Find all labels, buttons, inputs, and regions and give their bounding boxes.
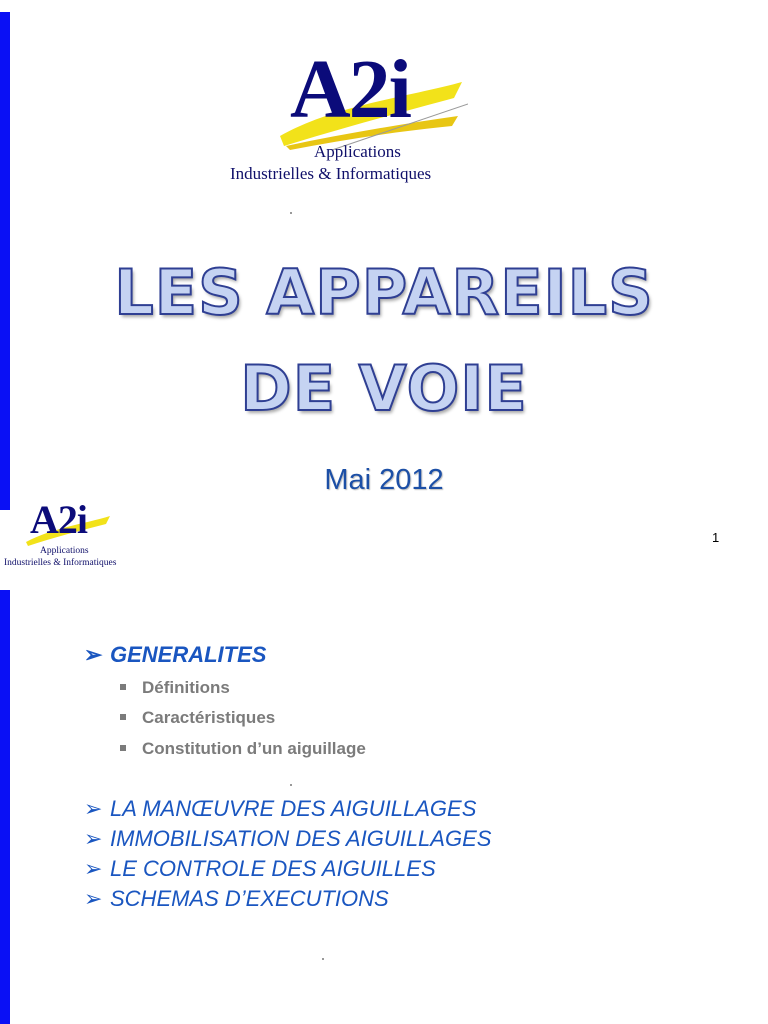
logo-subtitle-line2: Industrielles & Informatiques (4, 558, 117, 568)
agenda-item-label: LE CONTROLE DES AIGUILLES (110, 856, 436, 881)
logo-subtitle-line2: Industrielles & Informatiques (230, 164, 432, 183)
stray-dot (290, 212, 292, 214)
square-bullet-icon (120, 745, 126, 751)
slide-title-line1: LES APPAREILS (114, 256, 654, 329)
agenda-item-immobilisation (84, 826, 491, 852)
page-number: 1 (712, 530, 720, 545)
stray-dot (290, 784, 292, 786)
sub-item-label: Caractéristiques (142, 708, 276, 727)
sub-item-caracteristiques (120, 708, 275, 728)
logo-subtitle-line1: Applications (314, 142, 401, 161)
logo-mark: A2i (290, 43, 410, 136)
arrow-bullet-icon: ➢ (84, 886, 103, 911)
agenda-item-generalites (84, 642, 266, 668)
accent-bar (0, 590, 10, 1024)
arrow-bullet-icon: ➢ (84, 826, 103, 851)
logo-mark: A2i (30, 497, 87, 542)
a2i-logo-small (0, 497, 150, 574)
accent-bar (0, 12, 10, 510)
slide-title-line2: DE VOIE (240, 352, 528, 425)
agenda-item-controle (84, 856, 436, 882)
slide-2 (0, 578, 768, 1024)
sub-item-label: Définitions (142, 678, 230, 697)
agenda-item-manoeuvre (84, 796, 476, 822)
agenda-item-label: SCHEMAS D’EXECUTIONS (110, 886, 389, 911)
square-bullet-icon (120, 714, 126, 720)
arrow-bullet-icon: ➢ (84, 642, 103, 667)
sub-item-definitions (120, 678, 230, 698)
agenda-item-label: GENERALITES (110, 642, 267, 667)
sub-item-constitution (120, 739, 366, 759)
arrow-bullet-icon: ➢ (84, 856, 103, 881)
a2i-logo (228, 43, 528, 198)
agenda-item-label: IMMOBILISATION DES AIGUILLAGES (110, 826, 492, 851)
logo-subtitle-line1: Applications (40, 546, 89, 556)
slide-date: Mai 2012 (324, 464, 444, 496)
sub-item-label: Constitution d’un aiguillage (142, 739, 366, 758)
agenda-item-label: LA MANŒUVRE DES AIGUILLAGES (110, 796, 477, 821)
square-bullet-icon (120, 684, 126, 690)
arrow-bullet-icon: ➢ (84, 796, 103, 821)
agenda-item-schemas (84, 886, 389, 912)
stray-dot (322, 958, 324, 960)
